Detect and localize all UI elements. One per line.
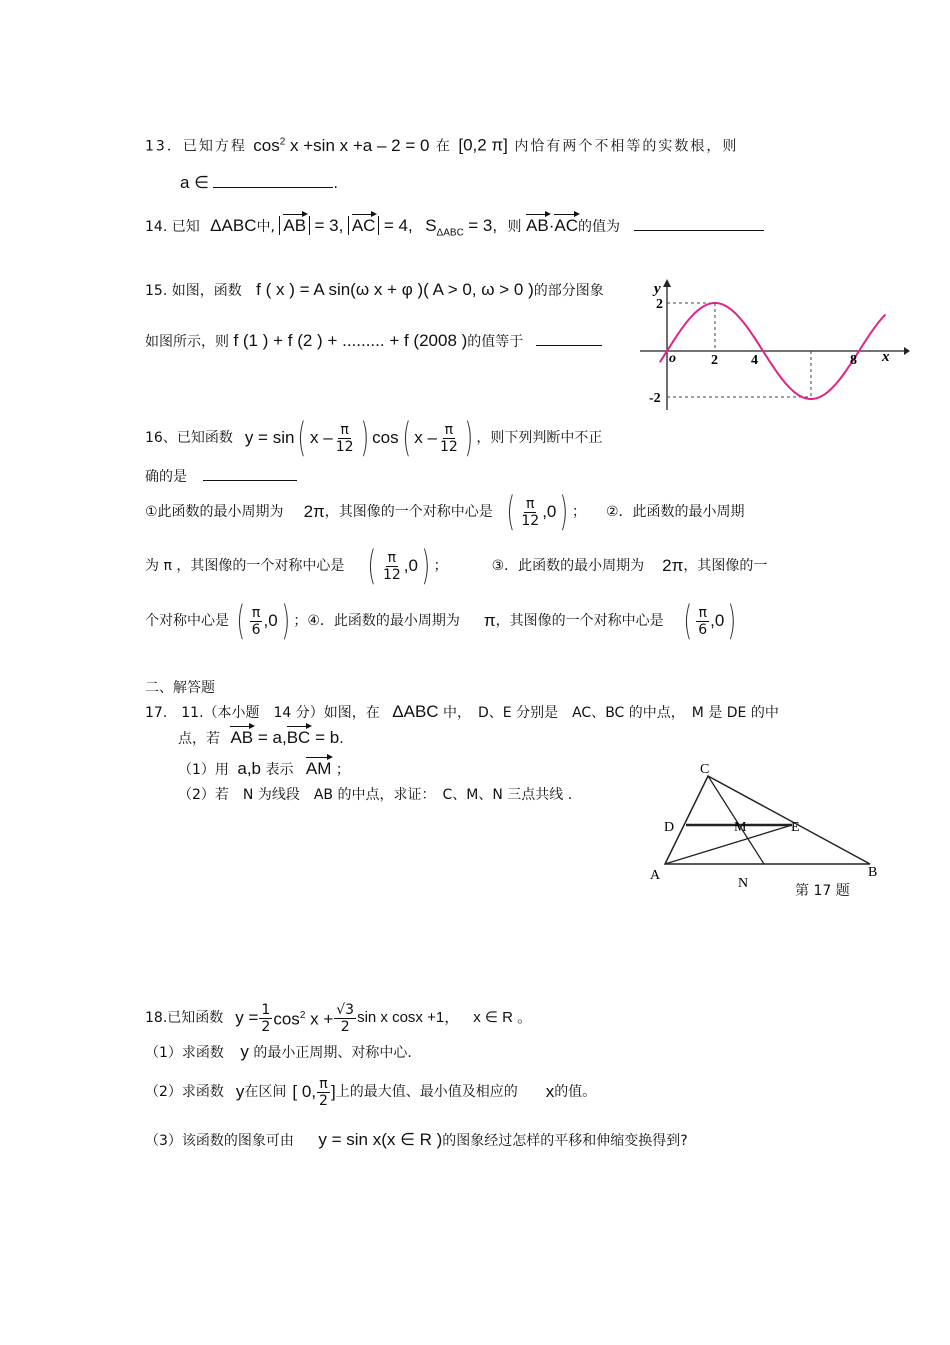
q18-half: $\frac{1}{2}$ <box>261 1001 271 1035</box>
q15-line2-tail: 的值等于 <box>467 334 524 350</box>
q18-part3 <box>145 1131 688 1150</box>
q16-opt3-line: 个对称中心是 <box>145 613 229 629</box>
q16-opt2-paren-close: ) <box>421 543 431 589</box>
q16-y-sin: y = sin <box>244 428 295 447</box>
q16-opt1-semi: ； <box>571 504 586 520</box>
q14-abs-ab: AB <box>279 216 310 235</box>
q16-frac-1: $\frac{\pi}{12}$ <box>335 421 354 455</box>
q18-line1 <box>145 996 532 1040</box>
q16-opt2-comma0: ,0 <box>403 556 418 575</box>
x-tick-8: 8 <box>850 353 857 368</box>
label-a: A <box>650 868 661 883</box>
q13-equation: $\cos^2 x +\sin$ x +a – 2 = 0 <box>253 135 430 155</box>
q16-opt1-paren-close: ) <box>559 489 569 535</box>
q14-then: 则 <box>507 219 522 235</box>
q18-p3-lead: （3）该函数的图象可由 <box>145 1133 294 1149</box>
y-axis-label: y <box>654 281 661 297</box>
q17-vec-eq: AB = a,BC = b <box>230 728 340 747</box>
q17-line2-lead: 点，若 <box>178 731 220 747</box>
q16-opt3-comma0: ,0 <box>263 611 278 630</box>
q16-opt2-paren-open: ( <box>367 543 377 589</box>
x-axis-label: x <box>882 349 890 365</box>
q14-area: $S_{\Delta ABC}$ <box>425 216 464 239</box>
q16-paren-close-2: ) <box>464 415 473 461</box>
q16-opt1-paren-open: ( <box>506 489 515 535</box>
q16-cos: cos <box>372 428 399 447</box>
q15-line2-lead: 如图所示，则 <box>145 334 229 350</box>
q16-option-1-row <box>145 488 745 536</box>
q16-frac-2: $\frac{\pi}{12}$ <box>439 421 458 455</box>
q16-opt4-period: π <box>483 611 496 630</box>
q16-line2 <box>145 466 297 486</box>
q16-opt4-paren-open: ( <box>683 598 692 644</box>
q17-line2 <box>178 729 344 748</box>
q17-p1-mid: 表示 <box>265 762 294 778</box>
q15-lead: 15. 如图，函数 <box>145 283 242 299</box>
q18-p1-tail: 的最小正周期、对称中心. <box>253 1045 412 1061</box>
q16-option-2-row <box>145 542 767 590</box>
q17-triangle: ΔABC <box>392 702 439 721</box>
q16-tail: ，则下列判断中不正 <box>476 430 603 446</box>
q16-opt2-frac: $\frac{\pi}{12}$ <box>382 549 401 583</box>
q17-p1-am: AM <box>305 759 332 778</box>
q16-opt1-lead: ①此函数的最小周期为 <box>145 504 284 520</box>
q15-tail: 的部分图象 <box>533 283 604 299</box>
q16-paren-open-2: ( <box>402 415 411 461</box>
q14-eq1: = 3, <box>314 216 344 235</box>
section-2-heading: 二、解答题 <box>145 680 215 696</box>
q13-a-in: a ∈ <box>180 173 209 192</box>
q17-lead: 17. 11.（本小题 14 分）如图，在 <box>145 705 380 721</box>
q18-p2-end: 的值。 <box>554 1084 597 1100</box>
q16-paren-close-1: ) <box>360 415 369 461</box>
q18-y: y = <box>235 1008 259 1027</box>
q16-opt1-frac: $\frac{\pi}{12}$ <box>521 495 540 529</box>
q16-opt4-mid: ，其图像的一个对称中心是 <box>495 613 664 629</box>
q16-opt3-period: 2π <box>662 556 684 575</box>
q13-line2 <box>180 173 338 193</box>
y-axis-arrow <box>663 279 671 287</box>
x-axis-arrow <box>904 347 910 355</box>
q14-eq3: = 3, <box>468 216 498 235</box>
triangle-abc <box>665 776 870 864</box>
q16-option-3-row <box>145 597 740 645</box>
q16-answer-blank[interactable] <box>203 466 297 481</box>
label-m: M <box>734 820 747 835</box>
q17-line1 <box>145 703 779 722</box>
x-tick-2: 2 <box>711 353 718 368</box>
q18-p3-func: y = sin x(x ∈ R ) <box>318 1130 443 1149</box>
q16-paren-open-1: ( <box>297 415 307 461</box>
q18-p3-tail: 的图象经过怎样的平移和伸缩变换得到? <box>442 1133 688 1149</box>
q18-part2 <box>145 1070 596 1114</box>
q13-line1 <box>145 133 738 156</box>
q18-p2-tail: 上的最大值、最小值及相应的 <box>335 1084 518 1100</box>
q18-sqrt3-over-2: $\frac{√3}{2}$ <box>336 1001 355 1035</box>
q16-opt3-tail: ，其图像的一 <box>683 558 768 574</box>
q14-triangle: ΔABC <box>210 216 257 235</box>
y-tick-neg2: -2 <box>649 391 661 406</box>
q17-p1-lead: （1）用 <box>178 762 229 778</box>
q13-tail: 内恰有两个不相等的实数根，则 <box>514 138 739 155</box>
q17-part2: （2）若 N 为线段 AB 的中点，求证： C、M、N 三点共线 . <box>178 787 573 803</box>
q18-domain: x ∈ R 。 <box>473 1009 533 1026</box>
q17-mid: 中， D、E 分别是 AC、BC 的中点， M 是 DE 的中 <box>443 705 779 721</box>
q17-part1 <box>178 760 350 779</box>
q16-opt1-mid: ，其图像的一个对称中心是 <box>324 504 493 520</box>
q16-x-minus-2: x – <box>414 428 437 447</box>
q14-tail: 的值为 <box>577 219 620 235</box>
q13-answer-blank[interactable] <box>213 173 333 188</box>
q16-opt3-frac: $\frac{\pi}{6}$ <box>251 604 261 638</box>
q18-lead: 18.已知函数 <box>145 1010 224 1026</box>
q17-p1-end: ； <box>335 762 350 778</box>
q15-line2 <box>145 331 602 351</box>
q17-line2-end: . <box>339 731 344 747</box>
q16-line2-text: 确的是 <box>145 469 187 485</box>
q15-sine-graph <box>636 275 911 415</box>
q17-figure-caption: 第 17 题 <box>795 883 850 899</box>
q14-line <box>145 216 764 242</box>
q16-opt4-lead: ④．此函数的最小周期为 <box>307 613 460 629</box>
q14-dot-product: AB·AC <box>526 216 578 235</box>
label-d: D <box>664 820 675 835</box>
q16-opt2-lead: ②．此函数的最小周期 <box>605 504 745 520</box>
q18-p2-mid: 在区间 <box>244 1084 287 1100</box>
q18-cos2x: $\cos^2 x$ + <box>273 1009 334 1029</box>
q16-opt1-comma0: ,0 <box>542 502 557 521</box>
q18-p2-x: x <box>545 1082 555 1101</box>
q16-lead: 16、已知函数 <box>145 430 233 446</box>
q16-x-minus-1: x – <box>310 428 333 447</box>
q16-opt4-paren-close: ) <box>727 598 737 644</box>
q16-opt3-paren-close: ) <box>281 598 290 644</box>
q18-p1-lead: （1）求函数 <box>145 1045 224 1061</box>
q15-line1 <box>145 281 604 300</box>
q14-eq2: = 4, <box>383 216 413 235</box>
q18-p2-interval-close: ] <box>330 1082 336 1101</box>
q15-function: f ( x ) = A sin(ω x + φ )( A > 0, ω > 0 ) <box>256 280 534 299</box>
segment-ae <box>665 825 792 864</box>
x-tick-4: 4 <box>751 353 758 368</box>
q17-triangle-figure <box>640 758 890 903</box>
q18-p2-lead: （2）求函数 <box>145 1084 224 1100</box>
label-b: B <box>868 865 878 880</box>
q16-opt1-period: 2π <box>303 502 325 521</box>
y-tick-2: 2 <box>656 297 663 312</box>
q16-opt3-semi: ； <box>293 613 308 629</box>
q16-opt2-semi: ； <box>433 558 448 574</box>
q18-p1-y: y <box>240 1042 249 1061</box>
q18-p2-interval-open: [ 0, <box>292 1082 317 1101</box>
q16-opt3-lead: ③．此函数的最小周期为 <box>491 558 645 574</box>
q18-p2-pi-over-2: $\frac{\pi}{2}$ <box>319 1075 328 1109</box>
q14-mid: 中, <box>256 219 275 235</box>
q18-p2-y: y <box>235 1082 245 1101</box>
q13-mid: 在 <box>435 138 452 155</box>
q18-rest: sin x cosx +1， <box>357 1009 460 1026</box>
q15-answer-blank[interactable] <box>536 331 602 346</box>
label-c: C <box>700 762 710 777</box>
q16-opt4-frac: $\frac{\pi}{6}$ <box>698 604 708 638</box>
q13-interval: [0,2 π] <box>458 135 508 155</box>
q14-lead: 14. 已知 <box>145 219 200 235</box>
q16-opt4-comma0: ,0 <box>710 611 725 630</box>
q14-answer-blank[interactable] <box>634 216 764 231</box>
q15-sum: f (1 ) + f (2 ) + ......... + f (2008 ) <box>233 331 468 350</box>
label-e: E <box>791 820 800 835</box>
label-n: N <box>738 876 749 891</box>
q14-abs-ac: AC <box>348 216 380 235</box>
q18-part1 <box>145 1043 412 1062</box>
q16-line1 <box>145 413 602 463</box>
q13-lead: 13．已知方程 <box>145 138 247 155</box>
q17-p1-vars: a,b <box>237 759 262 778</box>
q16-opt3-paren-open: ( <box>236 598 246 644</box>
origin-label: o <box>669 351 676 366</box>
q16-opt2-line: 为 π ，其图像的一个对称中心是 <box>145 558 345 574</box>
q13-period: . <box>333 176 338 192</box>
